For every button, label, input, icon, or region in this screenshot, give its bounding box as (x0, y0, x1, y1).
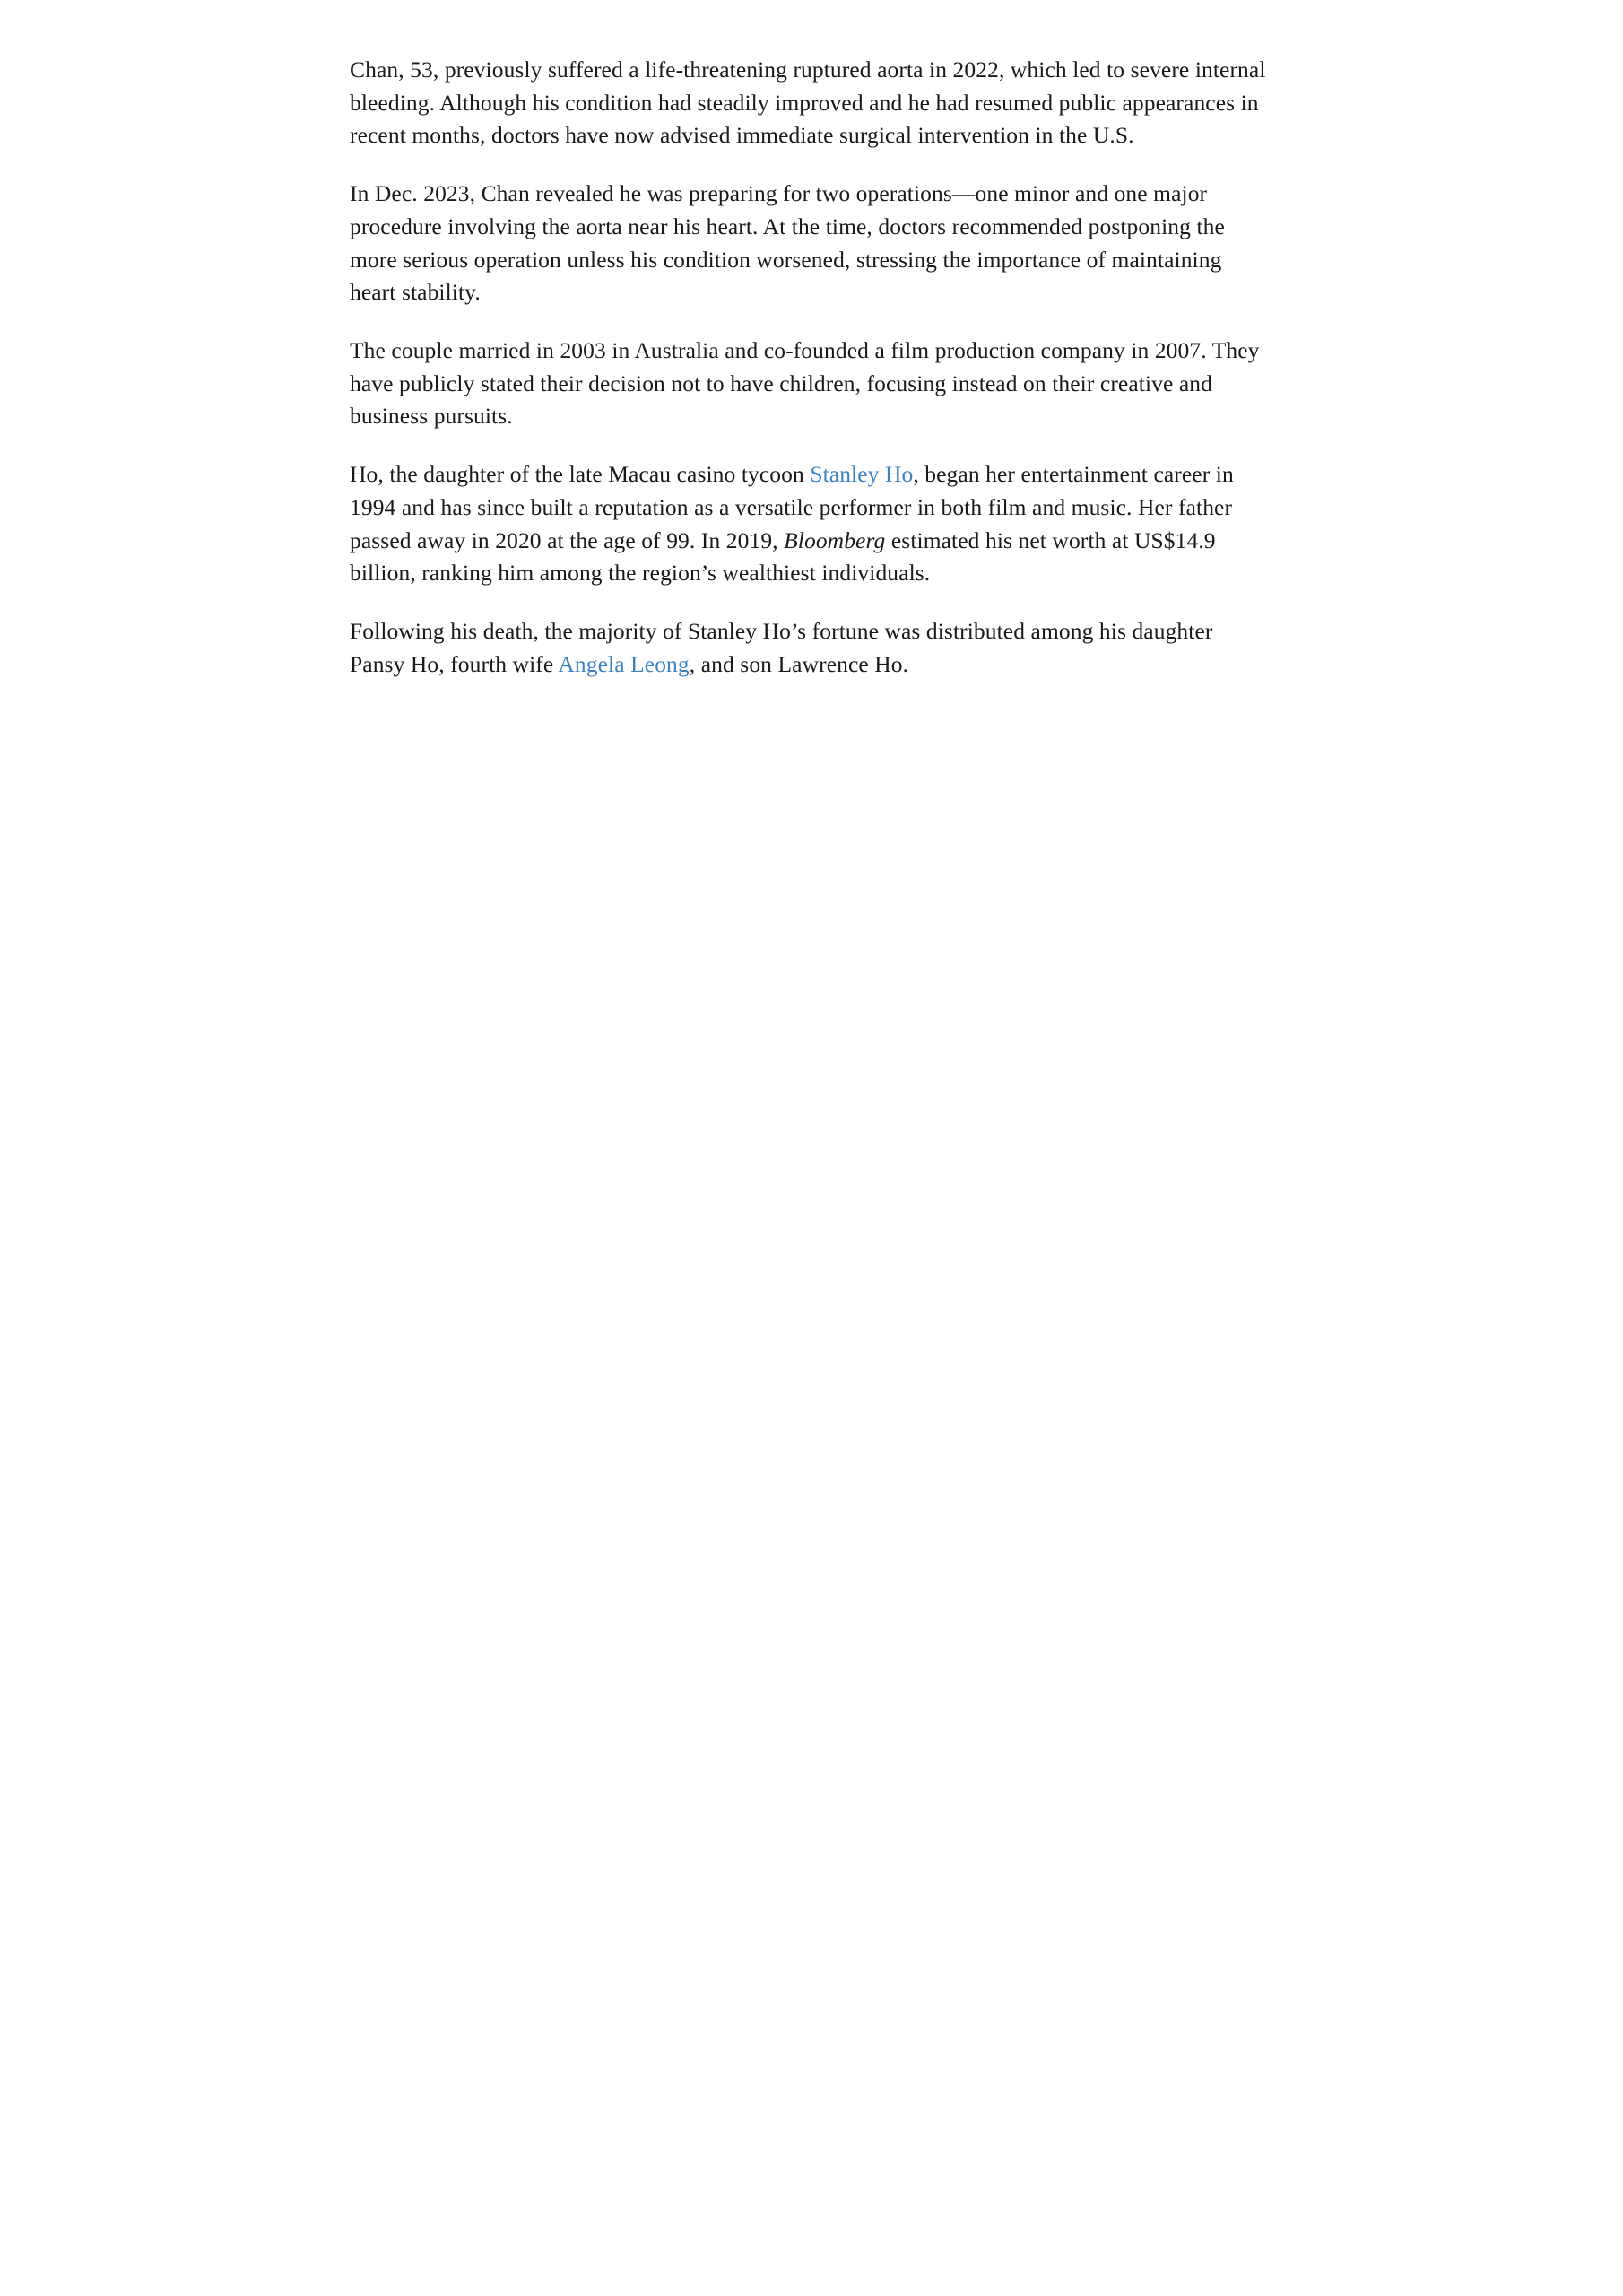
paragraph (350, 54, 1273, 152)
paragraph (350, 458, 1273, 590)
paragraph-text: The couple married in 2003 in Australia and co-founded a film production company in 2007. They have publicly stated their decision not to have children, focusing instead on their creative and business pursuits. (350, 337, 1260, 430)
paragraph-text: Ho, the daughter of the late Macau casino tycoon (350, 461, 811, 488)
inline-link[interactable]: Angela Leong (558, 650, 690, 677)
article-body (350, 54, 1273, 682)
paragraph-text: estimated his net worth at US$14.9 billion, ranking him among the region’s wealthiest individuals. (350, 526, 1216, 587)
paragraph (350, 178, 1273, 309)
italic-publication-name: Bloomberg (784, 526, 886, 553)
inline-link[interactable]: Stanley Ho (810, 461, 914, 488)
paragraph (350, 615, 1273, 681)
paragraph-text: Following his death, the majority of Stanley Ho’s fortune was distributed among his daughter Pansy Ho, fourth wife (350, 618, 1213, 677)
paragraph-text: In Dec. 2023, Chan revealed he was preparing for two operations—one minor and one major procedure involving the aorta near his heart. At the time, doctors recommended postponing the more serious operation unless his condition worsened, stressing the importance of maintaining heart stability. (350, 180, 1225, 306)
paragraph-text: , and son Lawrence Ho. (689, 650, 909, 677)
paragraph-text: , began her entertainment career in 1994 and has since built a reputation as a versatile performer in both film and music. Her father passed away in 2020 at the age of 99. In 2019, (350, 461, 1234, 553)
paragraph-text: Chan, 53, previously suffered a life-threatening ruptured aorta in 2022, which led to severe internal bleeding. Although his condition had steadily improved and he had resumed public appearances in recent months, doctors have now advised immediate surgical intervention in the U.S. (350, 57, 1266, 149)
paragraph (350, 335, 1273, 433)
